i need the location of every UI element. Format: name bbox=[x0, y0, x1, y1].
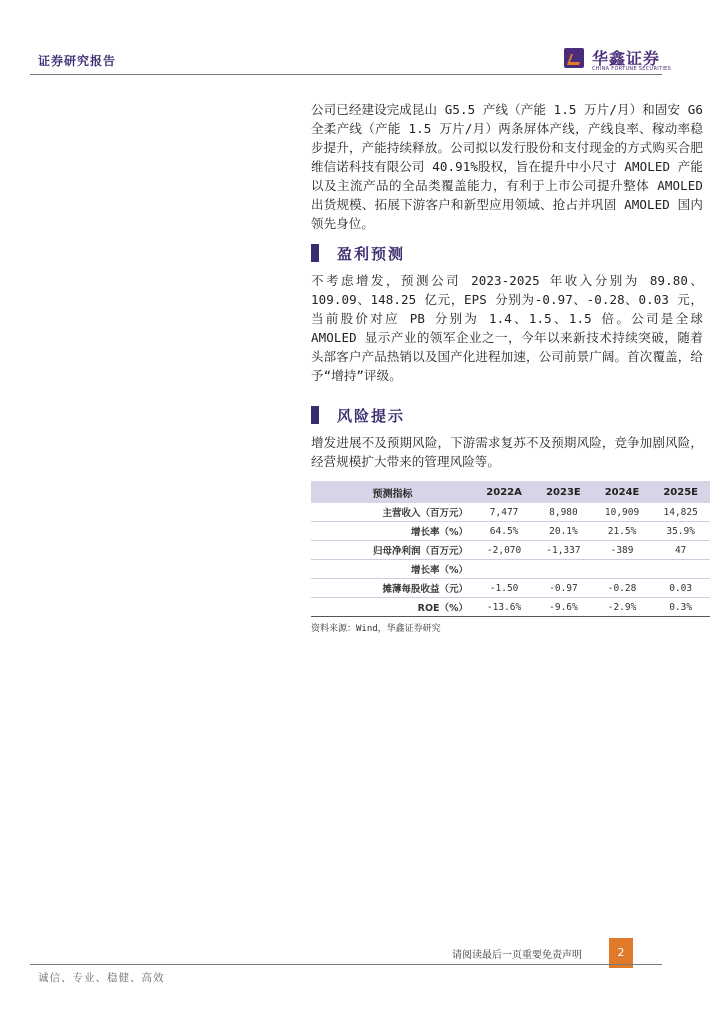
table-cell: -1.50 bbox=[474, 579, 534, 598]
table-cell: -2.9% bbox=[593, 598, 652, 617]
table-cell: -2,070 bbox=[474, 541, 534, 560]
table-cell: 7,477 bbox=[474, 503, 534, 522]
table-cell: 35.9% bbox=[651, 522, 710, 541]
risk-section-heading bbox=[311, 403, 703, 427]
footer-slogan: 诚信、专业、稳健、高效 bbox=[38, 972, 165, 984]
logo-name-cn: 华鑫证券 bbox=[592, 49, 661, 68]
forecast-paragraph: 不考虑增发，预测公司 2023-2025 年收入分别为 89.80、109.09、148.25 亿元，EPS 分别为-0.97、-0.28、0.03 元，当前股价对应 PB 分别为 1.4、1.5、1.5 倍。公司是全球 AMOLED 显示产业的领军企业之一，今年以来新技术持续突破，随着头部客户产品热销以及国产化进程加速，公司前景广阔。首次覆盖，给予“增持”评级。 bbox=[311, 273, 703, 383]
section-marker bbox=[311, 406, 319, 424]
report-type-label: 证券研究报告 bbox=[38, 54, 117, 68]
row-label: 归母净利润（百万元） bbox=[311, 541, 474, 560]
table-cell: -13.6% bbox=[474, 598, 534, 617]
table-cell: -389 bbox=[593, 541, 652, 560]
table-cell: 0.03 bbox=[651, 579, 710, 598]
table-cell bbox=[534, 560, 593, 579]
company-logo bbox=[564, 46, 674, 74]
table-row bbox=[311, 579, 710, 598]
logo-mark-icon bbox=[564, 48, 584, 68]
footer-divider bbox=[30, 964, 662, 965]
table-cell: 14,825 bbox=[651, 503, 710, 522]
logo-name-en: CHINA FORTUNE SECURITIES bbox=[592, 66, 672, 72]
header-divider bbox=[30, 74, 662, 75]
table-row bbox=[311, 541, 710, 560]
table-cell: -0.97 bbox=[534, 579, 593, 598]
table-cell: 47 bbox=[651, 541, 710, 560]
section-marker bbox=[311, 244, 319, 262]
row-label: ROE（%） bbox=[311, 598, 474, 617]
table-cell bbox=[474, 560, 534, 579]
table-row bbox=[311, 598, 710, 617]
table-header-cell: 2025E bbox=[651, 481, 710, 503]
table-header-row bbox=[311, 481, 710, 503]
table-cell bbox=[593, 560, 652, 579]
page-number: 2 bbox=[609, 938, 633, 968]
table-cell: 10,909 bbox=[593, 503, 652, 522]
table-header-cell: 预测指标 bbox=[311, 481, 474, 503]
table-cell: -1,337 bbox=[534, 541, 593, 560]
table-header-cell: 2023E bbox=[534, 481, 593, 503]
table-row bbox=[311, 560, 710, 579]
table-cell: 21.5% bbox=[593, 522, 652, 541]
table-row bbox=[311, 522, 710, 541]
table-row bbox=[311, 503, 710, 522]
risk-paragraph: 增发进展不及预期风险，下游需求复苏不及预期风险，竞争加剧风险，经营规模扩大带来的管理风险等。 bbox=[311, 435, 703, 469]
forecast-section-heading bbox=[311, 241, 703, 265]
table-cell: 8,980 bbox=[534, 503, 593, 522]
table-cell: 0.3% bbox=[651, 598, 710, 617]
table-cell: 20.1% bbox=[534, 522, 593, 541]
table-cell: -0.28 bbox=[593, 579, 652, 598]
row-label: 增长率（%） bbox=[311, 522, 474, 541]
table-source: 资料来源：Wind，华鑫证券研究 bbox=[311, 624, 441, 634]
table-cell: -9.6% bbox=[534, 598, 593, 617]
table-header-cell: 2024E bbox=[593, 481, 652, 503]
row-label: 增长率（%） bbox=[311, 560, 474, 579]
risk-title: 风险提示 bbox=[337, 406, 406, 425]
intro-paragraph: 公司已经建设完成昆山 G5.5 产线（产能 1.5 万片/月）和固安 G6 全柔产线（产能 1.5 万片/月）两条屏体产线，产线良率、稼动率稳步提升，产能持续释放。公司拟以发行股份和支付现金的方式购买合肥维信诺科技有限公司 40.91%股权，旨在提升中小尺寸 AMOLED 产能以及主流产品的全品类覆盖能力，有利于上市公司提升整体 AMOLED 出货规模、拓展下游客户和新型应用领域、抢占并巩固 AMOLED 国内领先身位。 bbox=[311, 102, 703, 231]
row-label: 主营收入（百万元） bbox=[311, 503, 474, 522]
table-cell bbox=[651, 560, 710, 579]
forecast-table bbox=[311, 481, 710, 617]
main-content bbox=[311, 100, 703, 634]
table-header-cell: 2022A bbox=[474, 481, 534, 503]
forecast-title: 盈利预测 bbox=[337, 244, 406, 263]
disclaimer-note: 请阅读最后一页重要免责声明 bbox=[452, 950, 582, 961]
row-label: 摊薄每股收益（元） bbox=[311, 579, 474, 598]
table-cell: 64.5% bbox=[474, 522, 534, 541]
